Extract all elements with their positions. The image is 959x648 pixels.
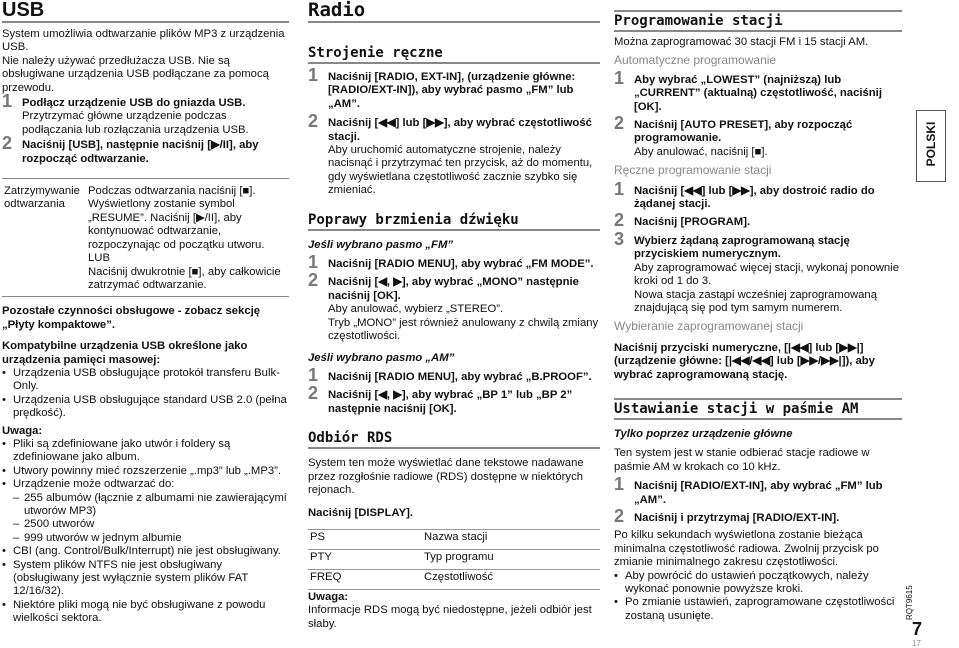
page-number-secondary: 17 — [912, 639, 921, 648]
usb-step-1 — [2, 91, 289, 137]
step-number: 2 — [614, 113, 625, 134]
step-instruction: Naciśnij [RADIO, EXT-IN], (urządzenie główne: [RADIO/EXT-IN]), aby wybrać pasmo „FM” lub „AM”. — [328, 71, 576, 110]
table-cell: PS — [308, 529, 422, 549]
table-row — [308, 549, 600, 569]
rds-heading: Odbiór RDS — [308, 430, 600, 449]
usb-intro-2: Nie należy używać przedłużacza USB. Nie są obsługiwane urządzenia USB podłączane za pomocą przewodu. — [2, 54, 269, 94]
am-setting-step-2 — [614, 505, 902, 526]
table-cell: Typ programu — [422, 549, 600, 569]
auto-step-1 — [614, 67, 902, 114]
fm-step-1 — [308, 252, 600, 273]
step-instruction: Naciśnij [◀◀] lub [▶▶], aby dostroić radio do żądanej stacji. — [634, 184, 875, 211]
usb-intro-1: System umożliwia odtwarzanie plików MP3 z urządzenia USB. — [2, 28, 285, 54]
step-number: 2 — [308, 111, 319, 132]
select-preset-heading: Wybieranie zaprogramowanej stacji — [614, 319, 804, 334]
step-number: 1 — [308, 364, 319, 385]
step-number: 2 — [2, 133, 13, 154]
fm-step-2 — [308, 270, 600, 343]
tuning-step-2 — [308, 111, 600, 197]
usb-header — [2, 0, 289, 23]
list-subitem: – 255 albumów (łącznie z albumami nie zawierającymi utworów MP3) — [2, 492, 289, 519]
table-row — [308, 569, 600, 589]
am-step-description: Ten system jest w stanie odbierać stacje radiowe w paśmie AM w krokach co 10 kHz. — [614, 447, 870, 473]
list-item: • Urządzenia USB obsługujące standard USB 2.0 (pełna prędkość). — [2, 394, 289, 421]
note-heading: Uwaga: — [2, 424, 43, 437]
list-item: • Urządzenia USB obsługujące protokół transferu Bulk-Only. — [2, 367, 289, 394]
usb-title: USB — [2, 0, 45, 21]
step-instruction: Aby wybrać „LOWEST” (najniższą) lub „CURRENT” (aktualną) częstotliwość, naciśnij [OK]. — [634, 73, 882, 113]
list-item: • Po zmianie ustawień, zaprogramowane częstotliwości zostaną usunięte. — [614, 596, 902, 623]
list-item: • Utwory powinny mieć rozszerzenie „.mp3” lub „.MP3”. — [2, 465, 289, 478]
list-subitem: – 2500 utworów — [2, 518, 289, 531]
rds-press-display: Naciśnij [DISPLAY]. — [308, 507, 414, 520]
step-instruction: Naciśnij [USB], następnie naciśnij [▶/II], aby rozpocząć odtwarzanie. — [22, 139, 259, 165]
table-cell: Częstotliwość — [422, 569, 600, 589]
am-subheading: Jeśli wybrano pasmo „AM” — [308, 351, 455, 364]
step-number: 2 — [308, 383, 319, 404]
step-instruction: Wybierz żądaną zaprogramowaną stację przyciskiem numerycznym. — [634, 234, 850, 261]
step-note-2: Tryb „MONO” jest również anulowany z chwilą zmiany częstotliwości. — [328, 316, 599, 343]
list-subitem: – 999 utworów w jednym albumie — [2, 532, 289, 545]
main-unit-only-subheading: Tylko poprzez urządzenie główne — [614, 427, 793, 440]
step-number: 1 — [308, 65, 319, 85]
step-note: Aby anulować, naciśnij [■]. — [634, 145, 768, 158]
step-note: Aby anulować, wybierz „STEREO”. — [328, 303, 504, 316]
step-number: 1 — [2, 91, 13, 112]
radio-header — [308, 0, 600, 23]
table-text: Podczas odtwarzania naciśnij [■]. Wyświetlony zostanie symbol „RESUME”. Naciśnij [▶/II], aby kontynuować odtwarzanie, rozpoczynając od początku utworu. — [88, 185, 265, 251]
am-setting-note: Po kilku sekundach wyświetlona zostanie bieżąca minimalna częstotliwość radiowa. Zwolnij przycisk po zmianie minimalnego zakresu częstotliwości. — [614, 529, 879, 569]
document-code: RQT9615 — [905, 585, 914, 620]
other-operations-note: Pozostałe czynności obsługowe - zobacz sekcję „Płyty kompaktowe”. — [2, 305, 261, 331]
list-item: • System plików NTFS nie jest obsługiwany (obsługiwany jest wyłącznie system plików FAT 12/16/32). — [2, 559, 289, 599]
manual-step-1 — [614, 178, 902, 212]
fm-subheading: Jeśli wybrano pasmo „FM” — [308, 238, 454, 251]
am-step-heading: Ustawianie stacji w paśmie AM — [614, 398, 902, 420]
rds-note-heading: Uwaga: — [308, 590, 349, 603]
programming-heading: Programowanie stacji — [614, 10, 902, 32]
step-number: 1 — [614, 474, 625, 495]
tuning-step-1 — [308, 65, 600, 111]
step-instruction: Naciśnij [◀, ▶], aby wybrać „BP 1” lub „BP 2” następnie naciśnij [OK]. — [328, 389, 573, 415]
rds-note: Informacje RDS mogą być niedostępne, jeżeli odbiór jest słaby. — [308, 604, 592, 630]
step-instruction: Naciśnij [AUTO PRESET], aby rozpocząć programowanie. — [634, 119, 853, 145]
rds-table — [308, 529, 600, 590]
am-step-2 — [308, 383, 600, 416]
rds-description: System ten może wyświetlać dane tekstowe nadawane przez rozgłośnie radiowe (RDS) dostępne w niektórych rejonach. — [308, 457, 584, 496]
step-instruction: Naciśnij [RADIO/EXT-IN], aby wybrać „FM” lub „AM”. — [634, 480, 883, 506]
table-cell: PTY — [308, 549, 422, 569]
step-note: Przytrzymać główne urządzenie podczas podłączania lub rozłączania urządzenia USB. — [22, 110, 249, 136]
step-instruction: Naciśnij [PROGRAM]. — [634, 216, 751, 229]
table-content — [86, 185, 288, 292]
manual-step-3 — [614, 228, 902, 315]
table-cell: Nazwa stacji — [422, 529, 600, 549]
manual-step-2 — [614, 210, 902, 231]
list-item: • Aby powrócić do ustawień początkowych, należy wykonać ponownie powyższe kroki. — [614, 570, 902, 597]
am-step-1 — [308, 364, 600, 385]
sound-improvement-heading: Poprawy brzmienia dźwięku — [308, 212, 600, 231]
list-item: • Urządzenie może odtwarzać do: — [2, 478, 289, 491]
table-cell: FREQ — [308, 569, 422, 589]
step-instruction: Naciśnij [◀, ▶], aby wybrać „MONO” następnie naciśnij [OK]. — [328, 276, 579, 302]
language-tab-label: POLSKI — [924, 121, 938, 167]
table-label: Zatrzymywanie odtwarzania — [4, 185, 80, 211]
presets-column — [614, 0, 902, 623]
usb-step-2 — [2, 133, 289, 166]
step-number: 3 — [614, 228, 625, 249]
list-item: • Niektóre pliki mogą nie być obsługiwane z powodu wielkości sektora. — [2, 599, 289, 626]
radio-title: Radio — [308, 0, 366, 21]
step-note-2: Nowa stacja zastąpi wcześniej zaprogramowaną znajdującą się pod tym samym numerem. — [634, 288, 877, 314]
step-note: Aby zaprogramować więcej stacji, wykonaj ponownie kroki od 1 do 3. — [634, 261, 899, 288]
am-setting-step-1 — [614, 474, 902, 507]
list-item: • CBI (ang. Control/Bulk/Interrupt) nie jest obsługiwany. — [2, 545, 289, 558]
table-row — [308, 529, 600, 549]
step-instruction: Naciśnij [RADIO MENU], aby wybrać „FM MODE”. — [328, 258, 594, 271]
step-note: Aby uruchomić automatyczne strojenie, należy nacisnąć i przytrzymać ten przycisk, aż do momentu, gdy wyświetlana częstotliwość zacznie szybko się zmieniać. — [328, 144, 593, 197]
compatible-devices-heading: Kompatybilne urządzenia USB określone jako urządzenia pamięci masowej: — [2, 340, 248, 366]
table-or: LUB — [88, 252, 110, 265]
compatible-devices-list — [2, 367, 289, 421]
note-list — [2, 438, 289, 626]
manual-tuning-heading: Strojenie ręczne — [308, 45, 600, 64]
auto-programming-heading: Automatyczne programowanie — [614, 53, 777, 68]
page-number: 7 — [912, 619, 923, 639]
am-setting-list — [614, 570, 902, 624]
stop-playback-table — [2, 178, 289, 297]
step-number: 1 — [614, 67, 625, 88]
step-instruction: Naciśnij [◀◀] lub [▶▶], aby wybrać częstotliwość stacji. — [328, 117, 592, 143]
language-tab — [916, 110, 946, 182]
step-number: 2 — [308, 270, 319, 291]
step-number: 2 — [614, 210, 625, 231]
programming-intro: Można zaprogramować 30 stacji FM i 15 stacji AM. — [614, 36, 869, 48]
step-number: 1 — [614, 178, 625, 199]
list-item: • Pliki są zdefiniowane jako utwór i foldery są zdefiniowane jako album. — [2, 438, 289, 465]
step-instruction: Naciśnij i przytrzymaj [RADIO/EXT-IN]. — [634, 511, 840, 524]
table-text-2: Naciśnij dwukrotnie [■], aby całkowicie zatrzymać odtwarzanie. — [88, 265, 281, 291]
step-number: 1 — [308, 252, 319, 273]
manual-programming-heading: Ręczne programowanie stacji — [614, 163, 772, 178]
auto-step-2 — [614, 113, 902, 159]
select-preset-instruction: Naciśnij przyciski numeryczne, [|◀◀] lub [▶▶|] (urządzenie główne: [|◀◀/◀◀] lub [▶▶/▶▶|]), aby wybrać zaprogramowaną stację. — [614, 341, 875, 381]
step-number: 2 — [614, 505, 625, 526]
usb-column — [2, 0, 289, 626]
step-instruction: Podłącz urządzenie USB do gniazda USB. — [22, 97, 246, 110]
step-instruction: Naciśnij [RADIO MENU], aby wybrać „B.PROOF”. — [328, 370, 592, 383]
radio-column — [308, 0, 600, 631]
